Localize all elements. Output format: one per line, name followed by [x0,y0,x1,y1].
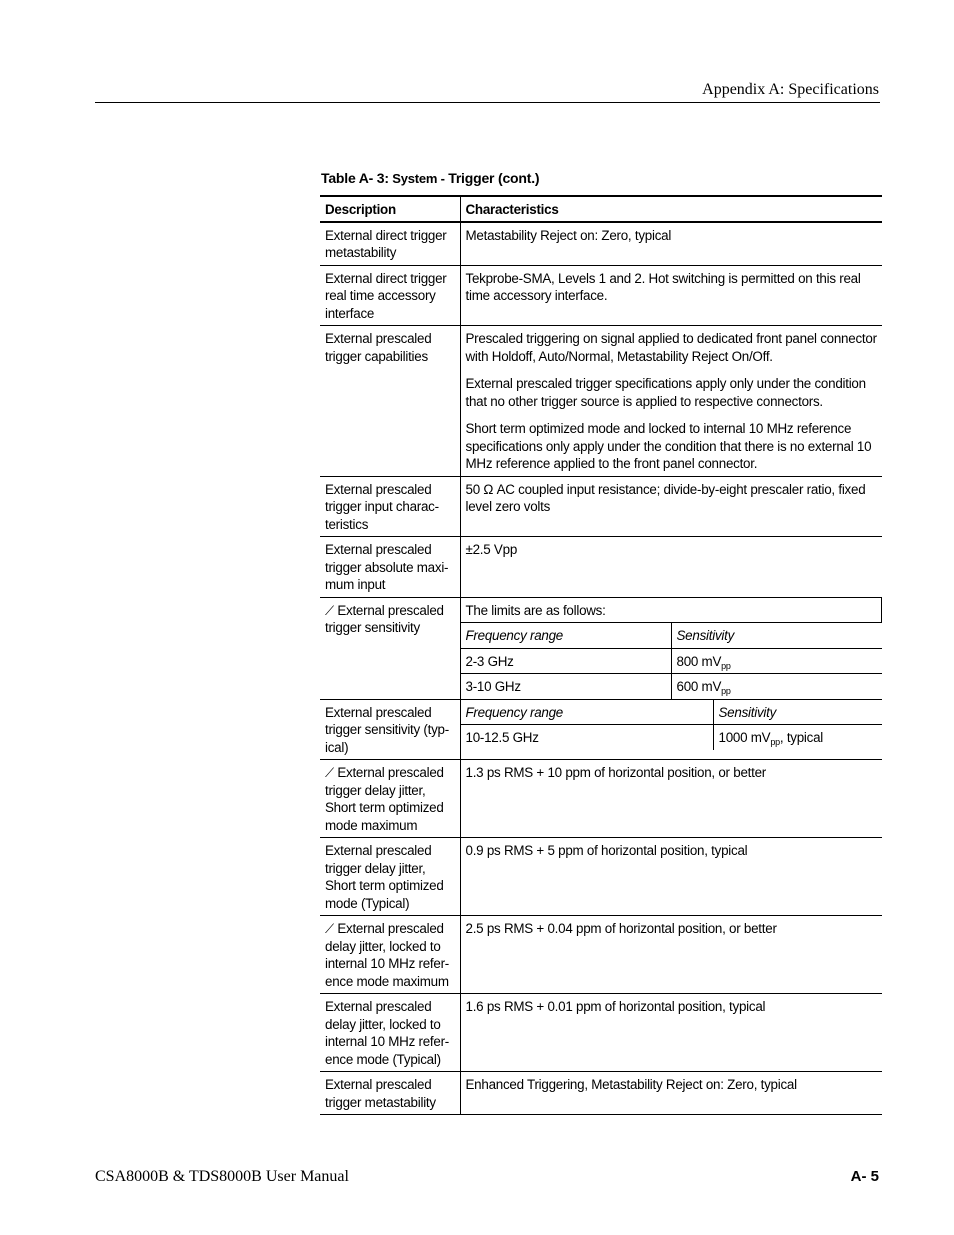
description-cell: External prescaled trigger input charac- teristics [320,476,460,537]
description-cell: External prescaled trigger metastability [320,1072,460,1115]
table-row [320,916,882,994]
table-row [320,994,882,1072]
characteristics-paragraph: External prescaled trigger specifications apply only under the condition that no other trigger source is applied to respective connectors. [465,376,866,409]
description-cell: External prescaled trigger absolute maxi- mum input [320,537,460,598]
characteristics-cell: Enhanced Triggering, Metastability Reject on: Zero, typical [460,1072,882,1115]
characteristics-cell [460,699,882,760]
description-cell: External prescaled trigger capabilities [320,326,460,477]
footer-manual-title: CSA8000B & TDS8000B User Manual [95,1168,349,1185]
table-header-row [320,196,882,222]
frequency-range-header: Frequency range [461,700,714,725]
frequency-range-cell: 2-3 GHz [461,648,672,674]
running-header: Appendix A: Specifications [702,81,879,98]
description-text: External prescaled trigger sensitivity [325,602,444,635]
table-row [320,537,882,598]
sensitivity-subtable [461,700,883,750]
table-row [320,476,882,537]
subtable-row [461,648,882,674]
header-rule [95,102,880,103]
table-row [320,1072,882,1115]
sensitivity-value: 800 mV [676,653,722,669]
sensitivity-header: Sensitivity [671,623,882,649]
characteristics-paragraph: Prescaled triggering on signal applied to dedicated front panel connector with Holdoff, Auto/Normal, Metastability Reject On/Off. [465,331,877,364]
page-number: A- 5 [850,1168,879,1185]
description-cell: External prescaled trigger delay jitter, Short term optimized mode (Typical) [320,838,460,916]
subtable-intro: The limits are as follows: [461,598,882,623]
table-row [320,597,882,699]
subtable-intro-row [461,598,882,623]
table-row [320,838,882,916]
unit-subscript: pp [721,686,731,696]
subtable-header-row [461,700,883,725]
sensitivity-header: Sensitivity [713,700,882,725]
sensitivity-value: 600 mV [676,679,722,694]
description-cell: External direct trigger real time accessory interface [320,265,460,326]
characteristics-cell: Tekprobe-SMA, Levels 1 and 2. Hot switching is permitted on this real time accessory interface. [460,265,882,326]
caption-tail: Trigger (cont.) [448,170,540,186]
subtable-row [461,725,883,750]
characteristics-cell: 0.9 ps RMS + 5 ppm of horizontal position, typical [460,838,882,916]
spec-table [320,195,882,1115]
description-text: External prescaled trigger delay jitter, Short term optimized mode maximum [325,765,444,833]
description-cell [320,597,460,699]
table-row [320,760,882,838]
characteristics-cell [460,326,882,477]
description-cell [320,916,460,994]
column-header-characteristics: Characteristics [460,196,882,222]
unit-subscript: pp [770,737,780,747]
characteristics-cell: 1.6 ps RMS + 0.01 ppm of horizontal position, typical [460,994,882,1072]
subtable-row [461,674,882,699]
characteristics-cell: 2.5 ps RMS + 0.04 ppm of horizontal position, or better [460,916,882,994]
table-row [320,265,882,326]
sensitivity-suffix: , typical [779,730,824,745]
checkmark-icon: ⟋ [325,765,334,780]
description-cell [320,760,460,838]
checkmark-icon: ⟋ [325,921,334,936]
sensitivity-subtable [461,598,883,699]
frequency-range-header: Frequency range [461,623,672,649]
description-cell: External prescaled delay jitter, locked to internal 10 MHz refer- ence mode (Typical) [320,994,460,1072]
sensitivity-value: 1000 mV [718,730,771,745]
characteristics-paragraph: Short term optimized mode and locked to internal 10 MHz reference specifications only apply under the condition that there is no external 10 MHz reference applied to the front panel connector. [465,421,872,471]
frequency-range-cell: 10-12.5 GHz [461,725,714,750]
characteristics-cell: 50 Ω AC coupled input resistance; divide-by-eight prescaler ratio, fixed level zero volts [460,476,882,537]
caption-lead: Table A- 3: [321,170,389,186]
table-row [320,326,882,477]
description-cell: External prescaled trigger sensitivity (typ- ical) [320,699,460,760]
table-caption [321,170,539,186]
frequency-range-cell: 3-10 GHz [461,674,672,699]
characteristics-cell: Metastability Reject on: Zero, typical [460,222,882,266]
column-header-description: Description [320,196,460,222]
characteristics-cell [460,597,882,699]
checkmark-icon: ⟋ [325,602,334,618]
subtable-header-row [461,623,882,649]
unit-subscript: pp [721,660,731,671]
description-text: External prescaled delay jitter, locked to internal 10 MHz refer- ence mode maximum [325,921,449,989]
caption-mid: System - [388,171,449,186]
sensitivity-cell [671,674,882,699]
sensitivity-cell [713,725,882,750]
description-cell: External direct trigger metastability [320,222,460,266]
sensitivity-cell [671,648,882,674]
table-row [320,222,882,266]
characteristics-cell: 1.3 ps RMS + 10 ppm of horizontal position, or better [460,760,882,838]
characteristics-cell: ±2.5 Vpp [460,537,882,598]
table-row [320,699,882,760]
